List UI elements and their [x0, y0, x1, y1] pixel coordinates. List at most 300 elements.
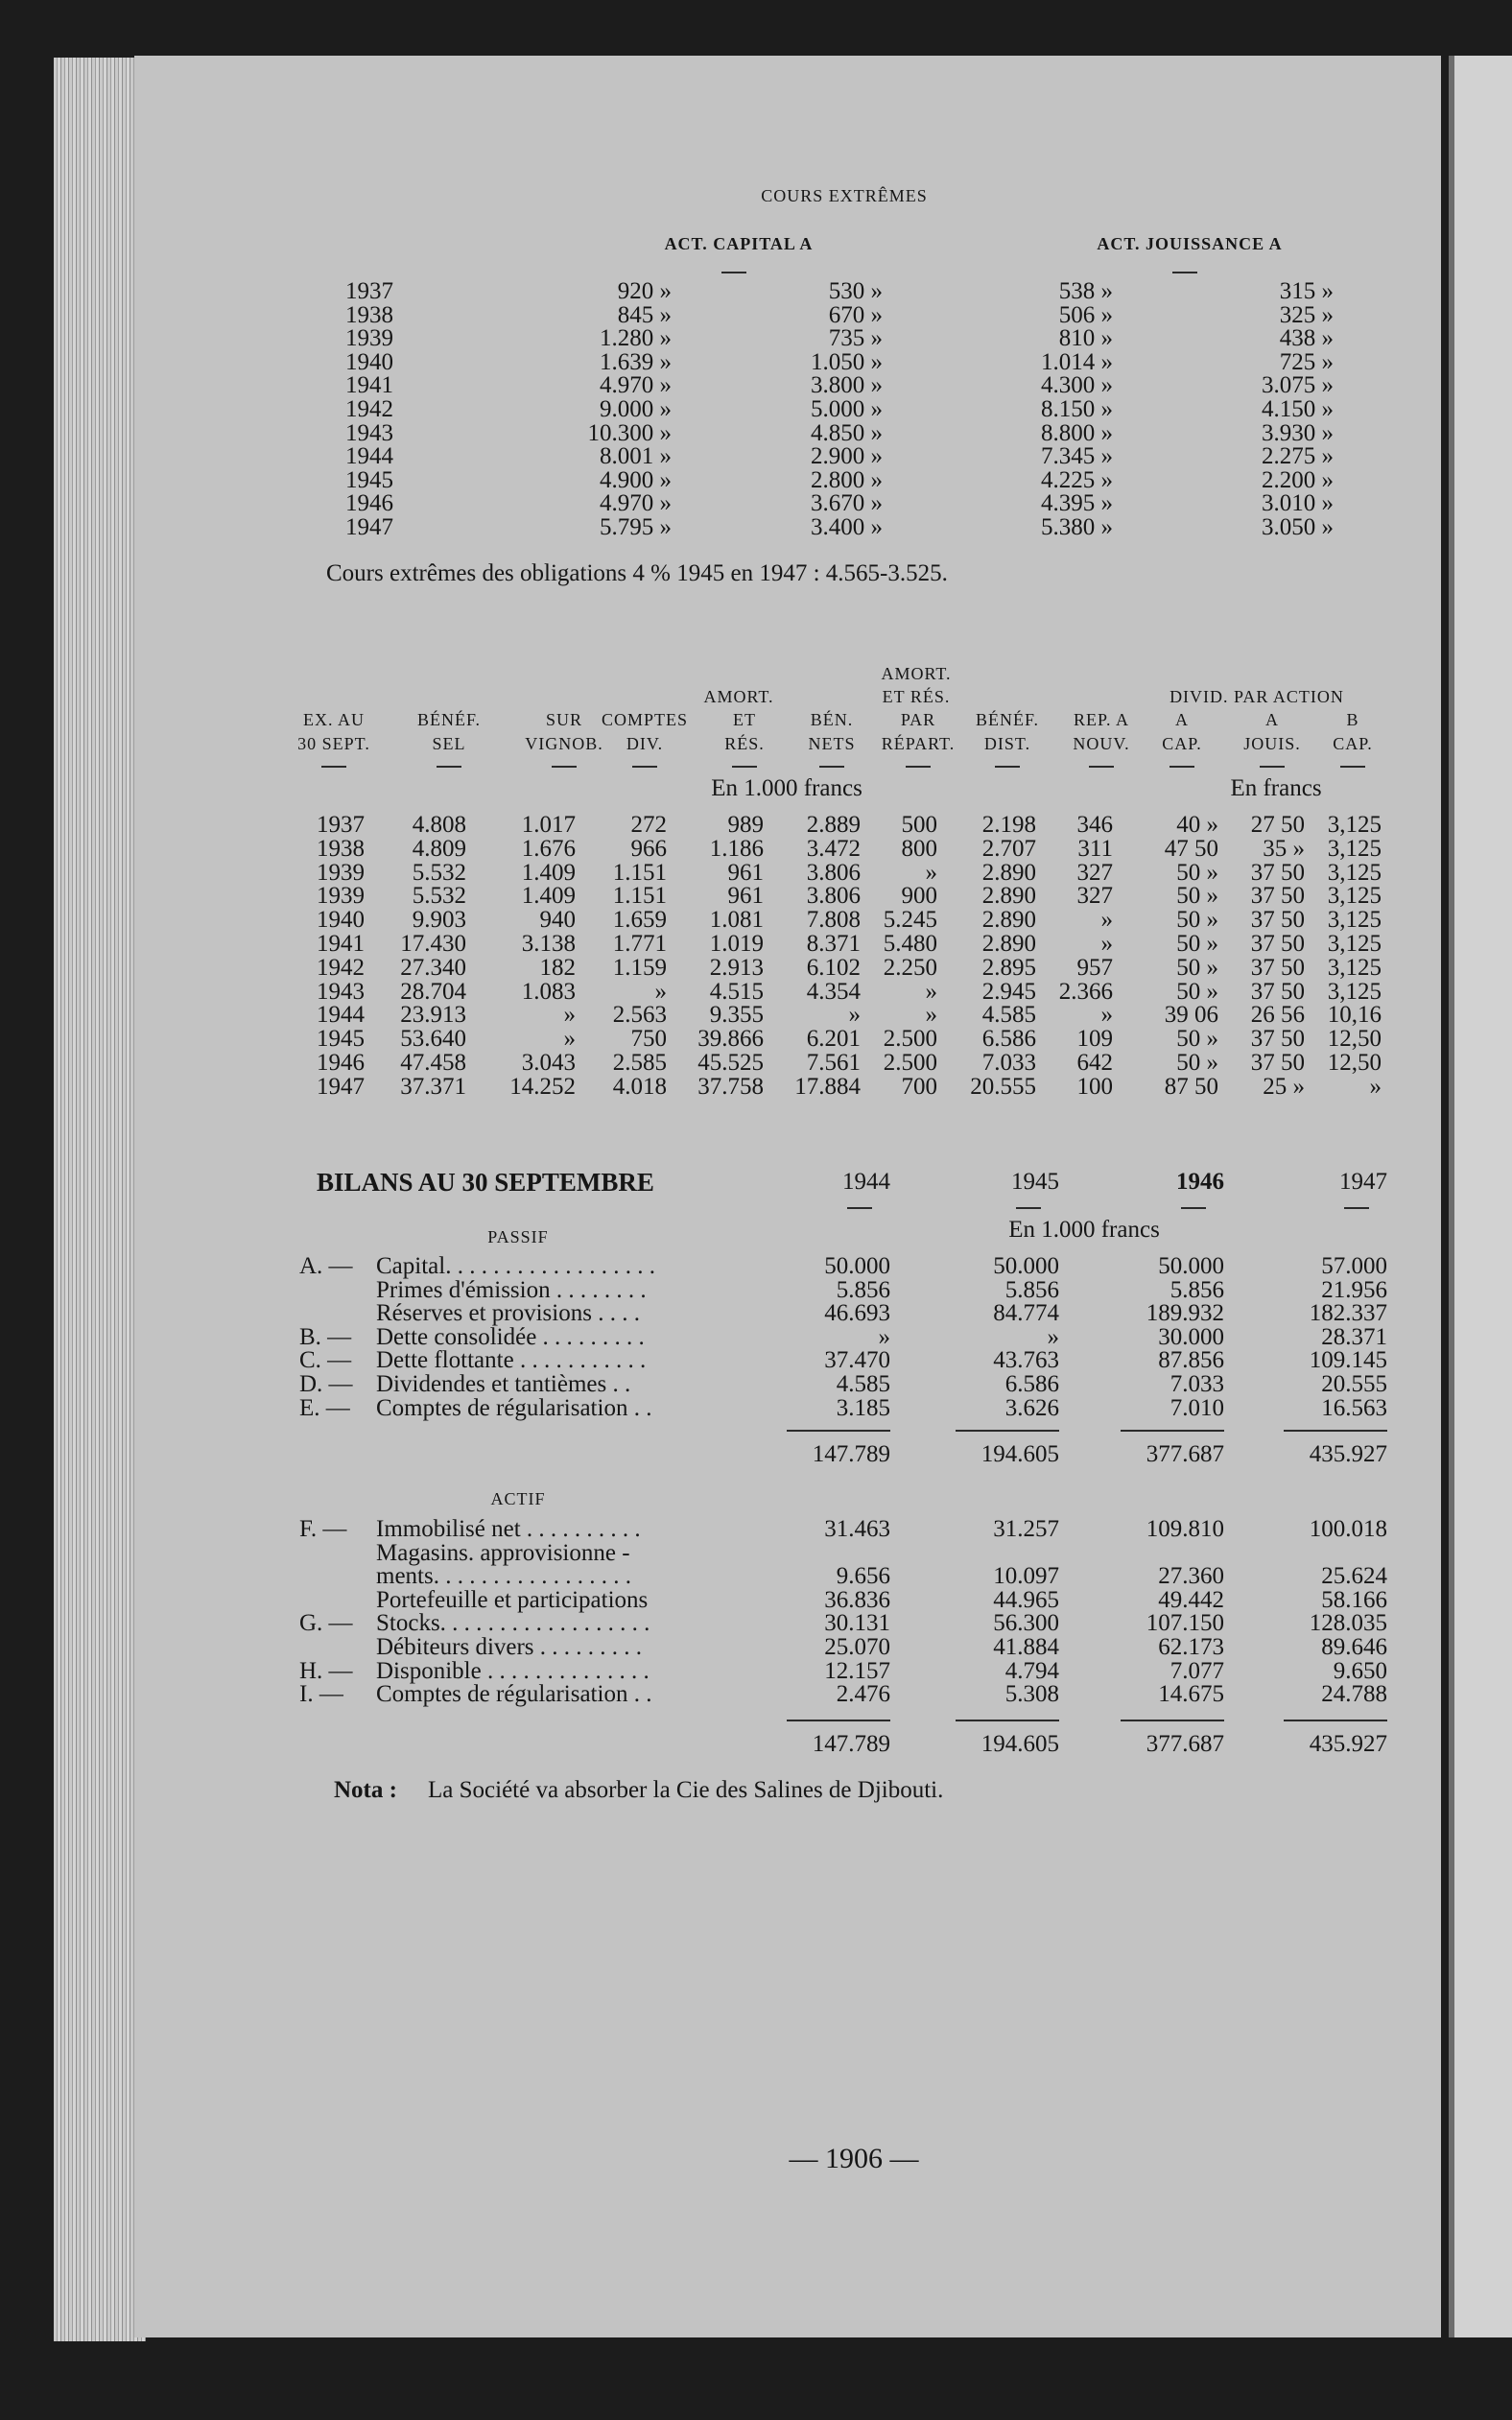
- result-cell: 2.366: [1058, 978, 1113, 1005]
- line-prefix: C. —: [299, 1347, 352, 1374]
- price-cell: 4.150 »: [1262, 396, 1334, 422]
- result-cell: 50 »: [1176, 859, 1218, 886]
- col-header-5-line1: BÉN.: [810, 710, 854, 729]
- result-cell: 1945: [317, 1026, 365, 1053]
- header-dash: [721, 272, 746, 273]
- price-cell: 438 »: [1279, 325, 1334, 352]
- result-cell: 3,125: [1327, 859, 1382, 886]
- col-header-dash: [632, 766, 657, 768]
- amount-cell: 5.308: [1004, 1681, 1059, 1708]
- amount-cell: 49.442: [1158, 1586, 1224, 1613]
- result-cell: 1938: [317, 835, 365, 862]
- result-cell: 2.890: [981, 907, 1036, 934]
- result-cell: 8.371: [806, 931, 861, 957]
- result-cell: 1.019: [709, 931, 764, 957]
- result-cell: 47.458: [400, 1050, 466, 1076]
- result-cell: 1940: [317, 907, 365, 934]
- result-cell: 109: [1076, 1026, 1113, 1053]
- result-cell: 989: [727, 812, 764, 838]
- col-header-4-line1: ET: [733, 710, 756, 729]
- passif-title: PASSIF: [487, 1227, 549, 1246]
- year-header: 1945: [1011, 1169, 1059, 1195]
- col-header-5-line2: NETS: [808, 734, 856, 753]
- amount-cell: 3.626: [1004, 1394, 1059, 1421]
- result-cell: 26 56: [1250, 1002, 1305, 1029]
- result-cell: 2.563: [612, 1002, 667, 1029]
- hdr-amort-1: AMORT.: [703, 687, 774, 706]
- facing-page-edge: [1449, 56, 1512, 2337]
- col-header-7-line2: DIST.: [983, 734, 1031, 753]
- line-prefix: D. —: [299, 1371, 353, 1397]
- result-cell: 1942: [317, 954, 365, 981]
- result-cell: 35 »: [1263, 835, 1305, 862]
- result-cell: 2.500: [883, 1050, 937, 1076]
- amount-cell: 128.035: [1309, 1610, 1387, 1637]
- result-cell: 37 50: [1250, 1026, 1305, 1053]
- result-cell: 1.409: [521, 883, 576, 910]
- amount-cell: 6.586: [1004, 1371, 1059, 1397]
- price-cell: 4.300 »: [1041, 372, 1113, 399]
- line-label: Portefeuille et participations: [376, 1586, 649, 1613]
- result-cell: 1.081: [709, 907, 764, 934]
- result-cell: 12,50: [1327, 1050, 1382, 1076]
- result-cell: 1.771: [612, 931, 667, 957]
- amount-cell: 12.157: [824, 1657, 890, 1684]
- result-cell: 3.806: [806, 859, 861, 886]
- price-cell: 1.050 »: [811, 348, 883, 375]
- result-cell: 272: [630, 812, 667, 838]
- price-cell: 4.970 »: [600, 372, 672, 399]
- col-header-10-line1: A: [1265, 710, 1279, 729]
- result-cell: 37 50: [1250, 954, 1305, 981]
- result-cell: 1.186: [709, 835, 764, 862]
- result-cell: 3.806: [806, 883, 861, 910]
- bilan-unit: En 1.000 francs: [1008, 1217, 1160, 1243]
- result-cell: »: [563, 1002, 576, 1029]
- result-cell: 7.033: [981, 1050, 1036, 1076]
- result-cell: 3.472: [806, 835, 861, 862]
- amount-cell: 4.794: [1004, 1657, 1059, 1684]
- line-prefix: E. —: [299, 1394, 350, 1421]
- amount-cell: 41.884: [993, 1634, 1059, 1660]
- col-header-dash: [1340, 766, 1365, 768]
- amount-cell: 50.000: [993, 1253, 1059, 1279]
- col-header-2-line2: VIGNOB.: [525, 734, 603, 753]
- result-cell: »: [654, 978, 667, 1005]
- group-jouissance-header: ACT. JOUISSANCE A: [1097, 234, 1283, 253]
- year-cell: 1943: [345, 419, 393, 446]
- col-header-dash: [437, 766, 461, 768]
- col-header-dash: [1089, 766, 1114, 768]
- nota-text: La Société va absorber la Cie des Salines de Djibouti.: [428, 1777, 944, 1803]
- amount-cell: 30.131: [824, 1610, 890, 1637]
- line-label: Réserves et provisions . . . .: [376, 1300, 640, 1327]
- result-cell: 27.340: [400, 954, 466, 981]
- line-label: Magasins. approvisionne -: [376, 1539, 630, 1566]
- result-cell: 1.151: [612, 859, 667, 886]
- result-cell: 2.250: [883, 954, 937, 981]
- amount-cell: 89.646: [1321, 1634, 1387, 1660]
- result-cell: 3,125: [1327, 954, 1382, 981]
- result-cell: 47 50: [1164, 835, 1218, 862]
- amount-cell: 36.836: [824, 1586, 890, 1613]
- result-cell: »: [563, 1026, 576, 1053]
- col-header-10-line2: JOUIS.: [1243, 734, 1301, 753]
- result-cell: 27 50: [1250, 812, 1305, 838]
- year-cell: 1937: [345, 278, 393, 304]
- amount-cell: 50.000: [824, 1253, 890, 1279]
- year-cell: 1938: [345, 301, 393, 328]
- amount-cell: 5.856: [1004, 1276, 1059, 1303]
- year-dash: [1016, 1207, 1041, 1209]
- result-cell: 1937: [317, 812, 365, 838]
- page-number: — 1906 —: [789, 2143, 919, 2174]
- result-cell: »: [1100, 931, 1113, 957]
- amount-cell: »: [1047, 1323, 1059, 1350]
- result-cell: 642: [1076, 1050, 1113, 1076]
- year-cell: 1944: [345, 443, 393, 470]
- col-header-dash: [1260, 766, 1285, 768]
- result-cell: 50 »: [1176, 1050, 1218, 1076]
- result-cell: 961: [727, 859, 764, 886]
- col-header-dash: [321, 766, 346, 768]
- price-cell: 4.225 »: [1041, 466, 1113, 493]
- price-cell: 810 »: [1058, 325, 1113, 352]
- result-cell: 750: [630, 1026, 667, 1053]
- result-cell: 50 »: [1176, 954, 1218, 981]
- col-header-dash: [906, 766, 931, 768]
- result-cell: 961: [727, 883, 764, 910]
- result-cell: 5.532: [412, 859, 466, 886]
- result-cell: 966: [630, 835, 667, 862]
- result-cell: 2.500: [883, 1026, 937, 1053]
- result-cell: 17.430: [400, 931, 466, 957]
- amount-cell: 3.185: [836, 1394, 890, 1421]
- result-cell: 37 50: [1250, 931, 1305, 957]
- result-cell: 4.585: [981, 1002, 1036, 1029]
- line-label: Primes d'émission . . . . . . . .: [376, 1276, 647, 1303]
- col-header-dash: [1169, 766, 1194, 768]
- price-cell: 9.000 »: [600, 396, 672, 422]
- price-cell: 920 »: [617, 278, 672, 304]
- result-cell: 4.018: [612, 1073, 667, 1100]
- amount-cell: 20.555: [1321, 1371, 1387, 1397]
- year-cell: 1947: [345, 514, 393, 540]
- total-rule: [1284, 1720, 1387, 1721]
- total-rule: [787, 1720, 890, 1721]
- year-cell: 1941: [345, 372, 393, 399]
- result-cell: 12,50: [1327, 1026, 1382, 1053]
- amount-cell: 37.470: [824, 1347, 890, 1374]
- result-cell: 346: [1076, 812, 1113, 838]
- year-dash: [847, 1207, 872, 1209]
- price-cell: 4.395 »: [1041, 490, 1113, 517]
- col-header-0-line1: EX. AU: [303, 710, 365, 729]
- price-cell: 8.150 »: [1041, 396, 1113, 422]
- amount-cell: 7.010: [1169, 1394, 1224, 1421]
- header-dash: [1172, 272, 1197, 273]
- result-cell: 1947: [317, 1073, 365, 1100]
- col-header-8-line2: NOUV.: [1073, 734, 1130, 753]
- col-header-6-line2: RÉPART.: [881, 734, 956, 753]
- result-cell: 1941: [317, 931, 365, 957]
- year-cell: 1946: [345, 490, 393, 517]
- year-dash: [1344, 1207, 1369, 1209]
- amount-cell: 107.150: [1146, 1610, 1224, 1637]
- price-cell: 2.200 »: [1262, 466, 1334, 493]
- result-cell: 50 »: [1176, 907, 1218, 934]
- result-cell: 700: [901, 1073, 937, 1100]
- amount-cell: 50.000: [1158, 1253, 1224, 1279]
- amount-cell: 7.077: [1169, 1657, 1224, 1684]
- result-cell: 39.866: [697, 1026, 764, 1053]
- total-cell: 147.789: [812, 1441, 890, 1467]
- price-cell: 3.075 »: [1262, 372, 1334, 399]
- total-rule: [1121, 1430, 1224, 1432]
- result-cell: 6.102: [806, 954, 861, 981]
- amount-cell: 16.563: [1321, 1394, 1387, 1421]
- price-cell: 5.000 »: [811, 396, 883, 422]
- price-cell: 7.345 »: [1041, 443, 1113, 470]
- total-rule: [956, 1430, 1059, 1432]
- result-cell: 9.903: [412, 907, 466, 934]
- amount-cell: 62.173: [1158, 1634, 1224, 1660]
- amount-cell: 84.774: [993, 1300, 1059, 1327]
- amount-cell: 10.097: [993, 1563, 1059, 1590]
- actif-title: ACTIF: [490, 1489, 546, 1508]
- line-label: Dividendes et tantièmes . .: [376, 1371, 631, 1397]
- price-cell: 725 »: [1279, 348, 1334, 375]
- result-cell: 5.480: [883, 931, 937, 957]
- amount-cell: 25.070: [824, 1634, 890, 1660]
- result-cell: 3,125: [1327, 978, 1382, 1005]
- result-cell: 10,16: [1327, 1002, 1382, 1029]
- line-prefix: A. —: [299, 1253, 353, 1279]
- price-cell: 1.639 »: [600, 348, 672, 375]
- amount-cell: 30.000: [1158, 1323, 1224, 1350]
- amount-cell: »: [878, 1323, 890, 1350]
- result-cell: »: [925, 978, 937, 1005]
- result-cell: 1.159: [612, 954, 667, 981]
- result-cell: 4.515: [709, 978, 764, 1005]
- result-cell: 37.758: [697, 1073, 764, 1100]
- col-header-dash: [732, 766, 757, 768]
- year-dash: [1181, 1207, 1206, 1209]
- year-cell: 1945: [345, 466, 393, 493]
- amount-cell: 27.360: [1158, 1563, 1224, 1590]
- total-rule: [787, 1430, 890, 1432]
- line-label: Capital. . . . . . . . . . . . . . . . . .: [376, 1253, 655, 1279]
- hdr-amort-par-rep-1: AMORT.: [881, 664, 952, 683]
- col-header-4-line2: RÉS.: [724, 734, 765, 753]
- result-cell: »: [925, 1002, 937, 1029]
- amount-cell: 7.033: [1169, 1371, 1224, 1397]
- price-cell: 3.400 »: [811, 514, 883, 540]
- result-cell: 37 50: [1250, 883, 1305, 910]
- line-label: Dette flottante . . . . . . . . . . .: [376, 1347, 647, 1374]
- result-cell: 957: [1076, 954, 1113, 981]
- result-cell: 2.890: [981, 931, 1036, 957]
- amount-cell: 46.693: [824, 1300, 890, 1327]
- col-header-dash: [819, 766, 844, 768]
- price-cell: 10.300 »: [587, 419, 672, 446]
- result-cell: »: [1100, 907, 1113, 934]
- result-cell: 4.809: [412, 835, 466, 862]
- result-cell: 2.913: [709, 954, 764, 981]
- result-cell: 2.945: [981, 978, 1036, 1005]
- col-header-dash: [552, 766, 577, 768]
- result-cell: 800: [901, 835, 937, 862]
- line-prefix: I. —: [299, 1681, 343, 1708]
- amount-cell: 24.788: [1321, 1681, 1387, 1708]
- amount-cell: 5.856: [836, 1276, 890, 1303]
- total-rule: [956, 1720, 1059, 1721]
- col-header-6-line1: PAR: [900, 710, 936, 729]
- group-capital-header: ACT. CAPITAL A: [664, 234, 814, 253]
- price-cell: 670 »: [828, 301, 883, 328]
- amount-cell: 44.965: [993, 1586, 1059, 1613]
- col-header-3-line2: DIV.: [626, 734, 664, 753]
- amount-cell: 100.018: [1309, 1516, 1387, 1542]
- col-header-1-line2: SEL: [432, 734, 466, 753]
- result-cell: 4.808: [412, 812, 466, 838]
- line-label: Comptes de régularisation . .: [376, 1394, 652, 1421]
- result-cell: 2.890: [981, 883, 1036, 910]
- result-cell: 50 »: [1176, 931, 1218, 957]
- result-cell: 900: [901, 883, 937, 910]
- line-prefix: B. —: [299, 1323, 352, 1350]
- line-prefix: F. —: [299, 1516, 347, 1542]
- col-header-9-line1: A: [1175, 710, 1189, 729]
- price-cell: 8.800 »: [1041, 419, 1113, 446]
- result-cell: 23.913: [400, 1002, 466, 1029]
- price-cell: 5.380 »: [1041, 514, 1113, 540]
- result-cell: 2.585: [612, 1050, 667, 1076]
- amount-cell: 57.000: [1321, 1253, 1387, 1279]
- result-cell: 1.676: [521, 835, 576, 862]
- year-header: 1946: [1176, 1169, 1224, 1195]
- result-cell: 2.895: [981, 954, 1036, 981]
- result-cell: 37 50: [1250, 859, 1305, 886]
- result-cell: 3,125: [1327, 835, 1382, 862]
- amount-cell: 58.166: [1321, 1586, 1387, 1613]
- result-cell: 37.371: [400, 1073, 466, 1100]
- result-cell: 37 50: [1250, 907, 1305, 934]
- col-header-8-line1: REP. A: [1073, 710, 1130, 729]
- price-cell: 1.014 »: [1041, 348, 1113, 375]
- line-label: Comptes de régularisation . .: [376, 1681, 652, 1708]
- result-cell: 182: [539, 954, 576, 981]
- price-cell: 845 »: [617, 301, 672, 328]
- price-cell: 1.280 »: [600, 325, 672, 352]
- line-label: Débiteurs divers . . . . . . . . .: [376, 1634, 643, 1660]
- price-cell: 3.930 »: [1262, 419, 1334, 446]
- obligations-note: Cours extrêmes des obligations 4 % 1945 en 1947 : 4.565-3.525.: [326, 560, 948, 586]
- unit-left: En 1.000 francs: [711, 775, 862, 801]
- result-cell: 3.043: [521, 1050, 576, 1076]
- result-cell: 2.890: [981, 859, 1036, 886]
- total-cell: 194.605: [980, 1731, 1059, 1757]
- result-cell: 2.889: [806, 812, 861, 838]
- col-header-11-line1: B: [1346, 710, 1359, 729]
- result-cell: 327: [1076, 883, 1113, 910]
- result-cell: 3,125: [1327, 931, 1382, 957]
- price-cell: 3.010 »: [1262, 490, 1334, 517]
- line-label: Stocks. . . . . . . . . . . . . . . . . .: [376, 1610, 650, 1637]
- price-cell: 530 »: [828, 278, 883, 304]
- total-cell: 194.605: [980, 1441, 1059, 1467]
- amount-cell: 25.624: [1321, 1563, 1387, 1590]
- result-cell: 5.245: [883, 907, 937, 934]
- result-cell: 28.704: [400, 978, 466, 1005]
- result-cell: 940: [539, 907, 576, 934]
- result-cell: »: [1100, 1002, 1113, 1029]
- total-cell: 377.687: [1146, 1731, 1224, 1757]
- total-cell: 435.927: [1309, 1731, 1387, 1757]
- year-cell: 1942: [345, 396, 393, 422]
- year-cell: 1940: [345, 348, 393, 375]
- amount-cell: 21.956: [1321, 1276, 1387, 1303]
- col-header-0-line2: 30 SEPT.: [297, 734, 370, 753]
- total-rule: [1121, 1720, 1224, 1721]
- amount-cell: 109.145: [1309, 1347, 1387, 1374]
- result-cell: 1.083: [521, 978, 576, 1005]
- amount-cell: 9.650: [1333, 1657, 1387, 1684]
- amount-cell: 31.257: [993, 1516, 1059, 1542]
- result-cell: 327: [1076, 859, 1113, 886]
- result-cell: »: [848, 1002, 861, 1029]
- amount-cell: 5.856: [1169, 1276, 1224, 1303]
- price-cell: 315 »: [1279, 278, 1334, 304]
- price-cell: 4.900 »: [600, 466, 672, 493]
- total-rule: [1284, 1430, 1387, 1432]
- price-cell: 3.670 »: [811, 490, 883, 517]
- cours-title: COURS EXTRÊMES: [761, 186, 928, 205]
- result-cell: 50 »: [1176, 883, 1218, 910]
- amount-cell: 87.856: [1158, 1347, 1224, 1374]
- price-cell: 2.275 »: [1262, 443, 1334, 470]
- price-cell: 506 »: [1058, 301, 1113, 328]
- price-cell: 2.900 »: [811, 443, 883, 470]
- result-cell: 25 »: [1263, 1073, 1305, 1100]
- result-cell: 6.201: [806, 1026, 861, 1053]
- line-label: ments. . . . . . . . . . . . . . . . .: [376, 1563, 631, 1590]
- result-cell: »: [925, 859, 937, 886]
- bilans-title: BILANS AU 30 SEPTEMBRE: [317, 1168, 654, 1197]
- col-header-9-line2: CAP.: [1162, 734, 1202, 753]
- result-cell: 100: [1076, 1073, 1113, 1100]
- col-header-7-line1: BÉNÉF.: [975, 710, 1040, 729]
- result-cell: 50 »: [1176, 1026, 1218, 1053]
- result-cell: 9.355: [709, 1002, 764, 1029]
- total-cell: 377.687: [1146, 1441, 1224, 1467]
- price-cell: 8.001 »: [600, 443, 672, 470]
- result-cell: 3,125: [1327, 907, 1382, 934]
- line-label: Immobilisé net . . . . . . . . . .: [376, 1516, 641, 1542]
- result-cell: 20.555: [970, 1073, 1036, 1100]
- price-cell: 4.850 »: [811, 419, 883, 446]
- year-cell: 1939: [345, 325, 393, 352]
- result-cell: 1.409: [521, 859, 576, 886]
- result-cell: 2.198: [981, 812, 1036, 838]
- result-cell: 5.532: [412, 883, 466, 910]
- line-label: Disponible . . . . . . . . . . . . . .: [376, 1657, 650, 1684]
- price-cell: 2.800 »: [811, 466, 883, 493]
- result-cell: 7.808: [806, 907, 861, 934]
- total-cell: 147.789: [812, 1731, 890, 1757]
- result-cell: 1.017: [521, 812, 576, 838]
- year-header: 1944: [842, 1169, 890, 1195]
